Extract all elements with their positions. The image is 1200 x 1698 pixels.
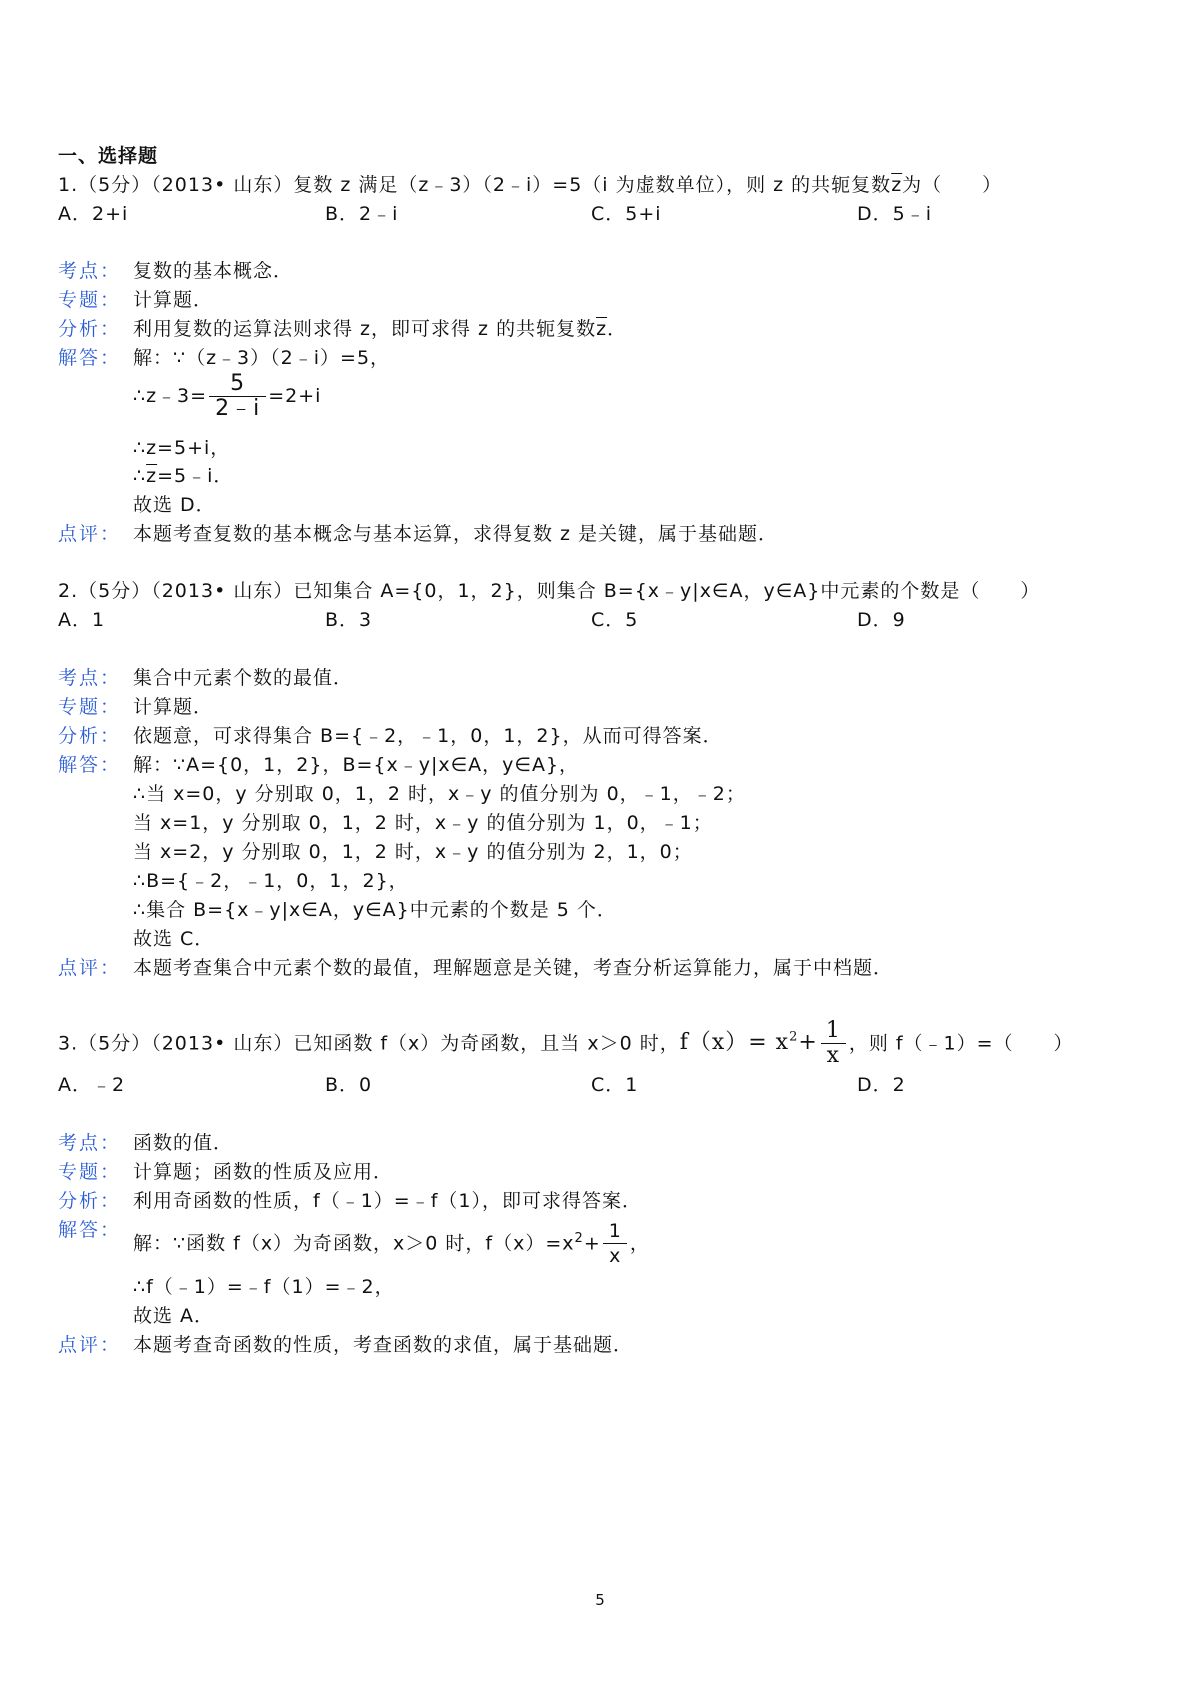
q1-jieda-4-tail: =5﹣i． <box>157 465 234 487</box>
q1-jieda-5: 故选 D． <box>133 494 216 516</box>
q1-zhuanti-label: 专题： <box>58 289 122 311</box>
q3-zhuanti: 计算题；函数的性质及应用． <box>133 1161 394 1183</box>
q1-jieda-2-rhs: =2+i <box>268 385 322 407</box>
q2-jieda-5: ∴B={﹣2，﹣1，0，1，2}， <box>133 870 409 892</box>
q1-jieda-4 <box>133 463 233 489</box>
q3-jieda-3: 故选 A． <box>133 1305 215 1327</box>
q1-jieda-2 <box>133 372 321 421</box>
q3-option-b: B．0 <box>325 1074 373 1096</box>
q3-jieda-1-text: 解：∵函数 f（x）为奇函数，x＞0 时，f（x）=x <box>133 1232 575 1255</box>
q2-kaodian: 集合中元素个数的最值． <box>133 667 354 689</box>
q3-kaodian: 函数的值． <box>133 1132 234 1154</box>
q1-fenxi <box>133 316 627 342</box>
q3-formula-fraction <box>820 1019 847 1068</box>
q3-stem-text: 3.（5分）（2013• 山东）已知函数 f（x）为奇函数，且当 x＞0 时， <box>58 1032 680 1055</box>
q3-option-d: D．2 <box>857 1074 906 1096</box>
q1-fenxi-conjugate: $\overline{z}$ <box>596 318 608 340</box>
q3-formula-exp: 2 <box>789 1030 799 1045</box>
q1-conjugate-z: $\overline{z}$ <box>891 174 903 196</box>
q3-stem-formula <box>679 1017 849 1068</box>
q2-option-c: C．5 <box>591 609 639 631</box>
q1-fenxi-tail: ． <box>607 318 628 340</box>
q3-jieda-1-fraction <box>603 1219 628 1268</box>
q3-jieda-1-tail: ， <box>629 1232 650 1255</box>
q1-fraction-den: 2﹣i <box>209 396 266 421</box>
q1-dianping-label: 点评： <box>58 523 122 545</box>
page-number: 5 <box>595 1591 605 1609</box>
q2-kaodian-label: 考点： <box>58 667 122 689</box>
q3-formula-den: x <box>821 1043 846 1068</box>
q1-kaodian: 复数的基本概念． <box>133 260 294 282</box>
q2-fenxi: 依题意，可求得集合 B={﹣2，﹣1，0，1，2}，从而可得答案． <box>133 725 723 747</box>
q3-formula-plus: + <box>798 1030 818 1056</box>
q1-jieda-4-conjugate: $\overline{z}$ <box>146 465 158 487</box>
q3-option-a: A．﹣2 <box>58 1074 126 1096</box>
q3-dianping-label: 点评： <box>58 1334 122 1356</box>
q3-zhuanti-label: 专题： <box>58 1161 122 1183</box>
q2-jieda-1: 解：∵A={0，1，2}，B={x﹣y|x∈A，y∈A}， <box>133 754 580 776</box>
q1-fraction <box>209 372 266 421</box>
q1-fenxi-text: 利用复数的运算法则求得 z，即可求得 z 的共轭复数 <box>133 318 597 340</box>
q2-jieda-4: 当 x=2，y 分别取 0，1，2 时，x﹣y 的值分别为 2，1，0； <box>133 841 693 863</box>
q1-fraction-num: 5 <box>230 371 246 396</box>
q2-jieda-7: 故选 C． <box>133 928 215 950</box>
q2-jieda-label: 解答： <box>58 754 122 776</box>
q3-stem-tail: ，则 f（﹣1）=（ ） <box>848 1032 1074 1055</box>
q3-jieda-1 <box>133 1213 650 1269</box>
q3-dianping: 本题考查奇函数的性质，考查函数的求值，属于基础题． <box>133 1334 634 1356</box>
q1-kaodian-label: 考点： <box>58 260 122 282</box>
q3-formula-f: f（x）= x <box>679 1030 790 1056</box>
section-title: 一、选择题 <box>58 145 159 167</box>
q2-jieda-6: ∴集合 B={x﹣y|x∈A，y∈A}中元素的个数是 5 个． <box>133 899 617 921</box>
q3-jieda-1-num: 1 <box>608 1220 622 1243</box>
q3-jieda-1-plus: + <box>583 1232 601 1255</box>
q3-fenxi-label: 分析： <box>58 1190 122 1212</box>
q1-jieda-1: 解：∵（z﹣3）（2﹣i）=5， <box>133 347 391 369</box>
q2-jieda-3: 当 x=1，y 分别取 0，1，2 时，x﹣y 的值分别为 1，0，﹣1； <box>133 812 713 834</box>
q2-jieda-2: ∴当 x=0，y 分别取 0，1，2 时，x﹣y 的值分别为 0，﹣1，﹣2； <box>133 783 746 805</box>
q3-jieda-1-den: x <box>603 1243 627 1268</box>
q2-dianping: 本题考查集合中元素个数的最值，理解题意是关键，考查分析运算能力，属于中档题． <box>133 957 894 979</box>
q1-zhuanti: 计算题． <box>133 289 214 311</box>
q1-jieda-3: ∴z=5+i， <box>133 437 231 459</box>
q1-jieda-label: 解答： <box>58 347 122 369</box>
q1-jieda-4-therefore: ∴ <box>133 465 147 487</box>
q2-option-d: D．9 <box>857 609 906 631</box>
q3-stem <box>58 1012 1074 1069</box>
q2-stem: 2.（5分）（2013• 山东）已知集合 A={0，1，2}，则集合 B={x﹣y|x∈A，y∈A}中元素的个数是（ ） <box>58 580 1041 602</box>
q1-stem-tail: 为（ ） <box>902 174 1003 196</box>
q2-option-b: B．3 <box>325 609 373 631</box>
q3-jieda-1-exp: 2 <box>574 1231 584 1246</box>
q3-fenxi: 利用奇函数的性质，f（﹣1）=﹣f（1），即可求得答案． <box>133 1190 642 1212</box>
q3-option-c: C．1 <box>591 1074 639 1096</box>
q2-zhuanti: 计算题． <box>133 696 214 718</box>
q2-option-a: A．1 <box>58 609 106 631</box>
q1-stem-text: 1.（5分）（2013• 山东）复数 z 满足（z﹣3）（2﹣i）=5（i 为虚数单位），则 z 的共轭复数 <box>58 174 892 196</box>
q1-option-c: C．5+i <box>591 203 662 225</box>
q1-jieda-2-lhs: ∴z﹣3= <box>133 385 208 407</box>
q3-jieda-2: ∴f（﹣1）=﹣f（1）=﹣2， <box>133 1276 395 1298</box>
q2-zhuanti-label: 专题： <box>58 696 122 718</box>
q1-option-b: B．2﹣i <box>325 203 399 225</box>
q1-option-d: D．5﹣i <box>857 203 932 225</box>
q1-option-a: A．2+i <box>58 203 129 225</box>
q1-dianping: 本题考查复数的基本概念与基本运算，求得复数 z 是关键，属于基础题． <box>133 523 779 545</box>
q2-fenxi-label: 分析： <box>58 725 122 747</box>
q3-jieda-label: 解答： <box>58 1219 122 1241</box>
q3-kaodian-label: 考点： <box>58 1132 122 1154</box>
q3-formula-num: 1 <box>825 1017 841 1043</box>
q2-dianping-label: 点评： <box>58 957 122 979</box>
q1-fenxi-label: 分析： <box>58 318 122 340</box>
q1-stem <box>58 172 1002 198</box>
